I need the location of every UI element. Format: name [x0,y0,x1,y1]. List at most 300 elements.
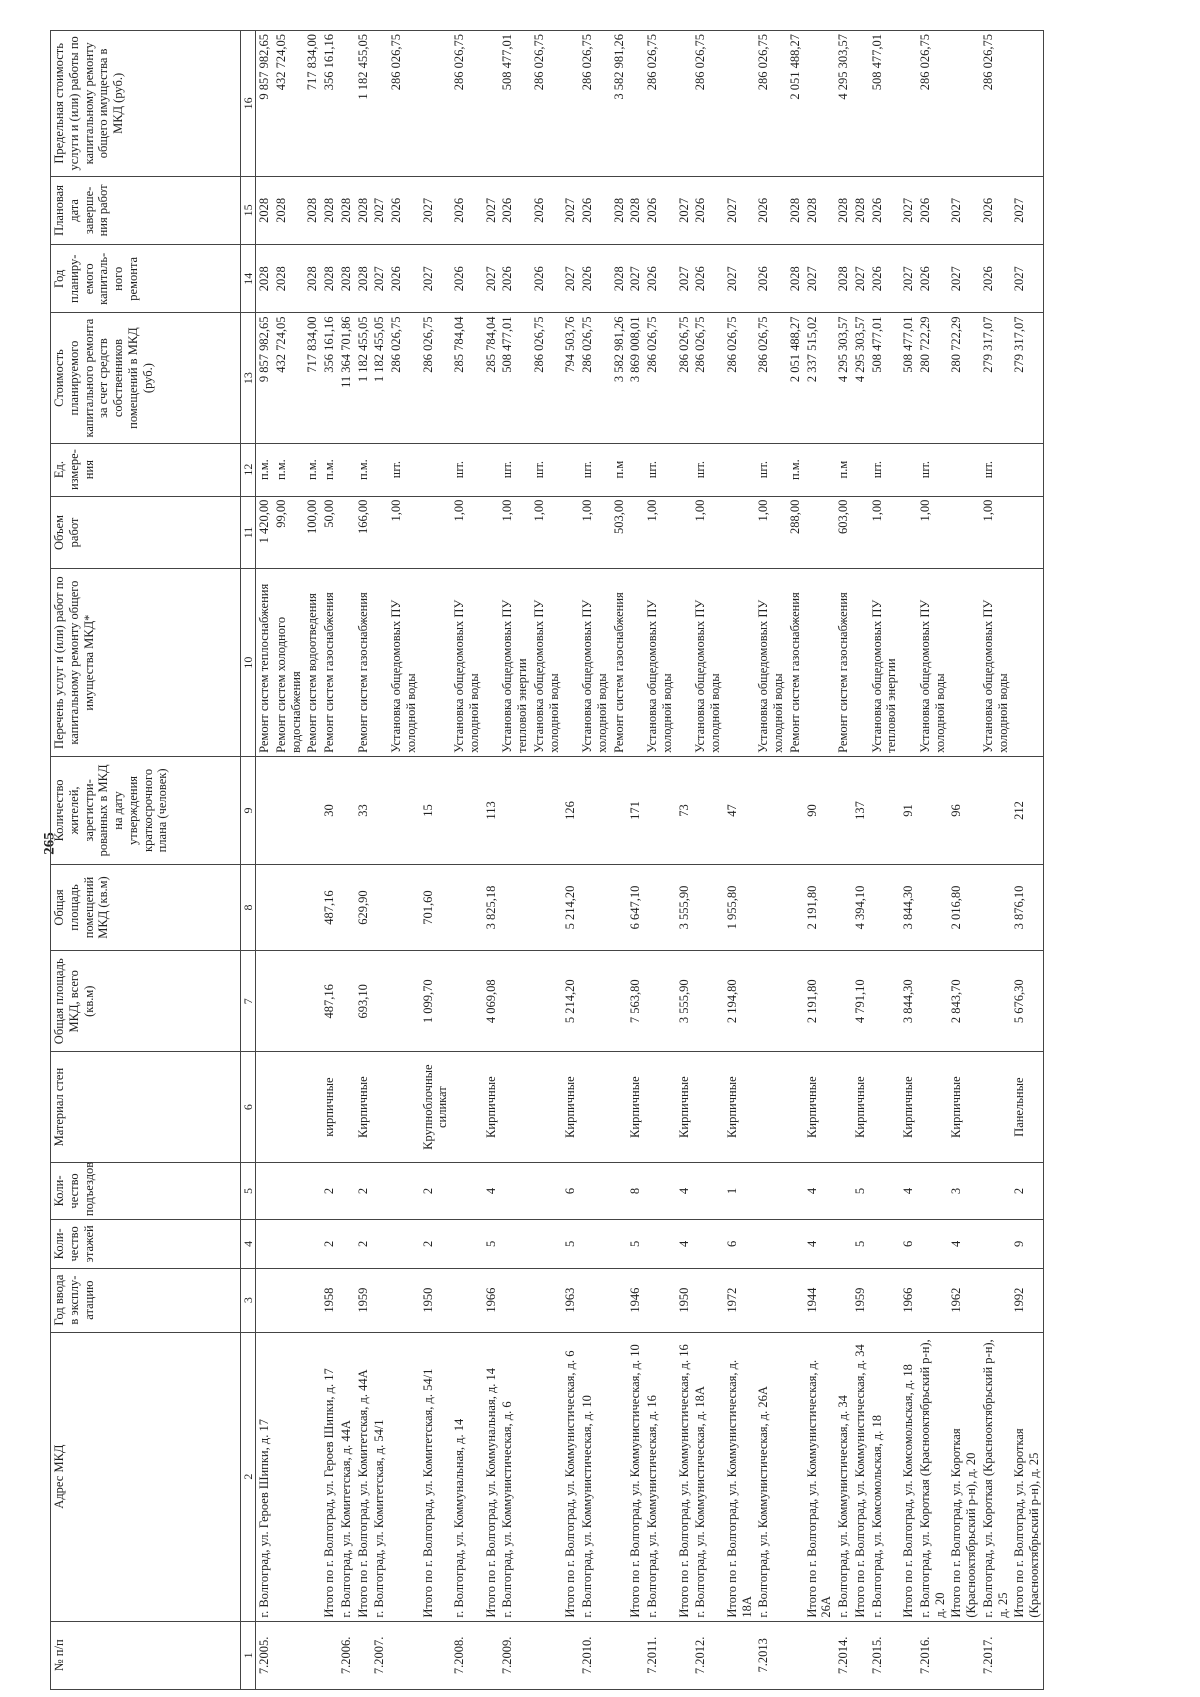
cell-col-3 [531,1268,563,1332]
cell-col-15: 2027 [483,176,500,244]
cell-col-8 [451,864,483,950]
cell-col-15: 2028 [804,176,836,244]
cell-col-6: Панельные [1011,1052,1043,1162]
cell-col-16: 508 477,01 [869,31,901,177]
cell-col-10: Установка общедомовых ПУ холодной воды [388,569,420,757]
column-number-15: 15 [241,176,256,244]
cell-col-14: 2026 [531,245,563,313]
cell-col-16 [338,31,355,177]
cell-col-12 [900,443,917,496]
cell-col-2: Итого по г. Волгоград, ул. Короткая (Краснооктябрьский р-н), д. 20 [948,1332,980,1621]
cell-col-16: 2 051 488,27 [787,31,804,177]
cell-col-11 [627,496,644,569]
cell-col-6: Кирпичные [948,1052,980,1162]
cell-col-16: 1 182 455,05 [355,31,372,177]
cell-col-15: 2028 [304,176,321,244]
cell-col-7: 2 843,70 [948,951,980,1052]
cell-col-9 [531,756,563,864]
cell-col-5 [869,1162,901,1219]
cell-col-15: 2028 [787,176,804,244]
cell-col-10: Ремонт систем водоотведения [304,569,321,757]
cell-col-5: 4 [804,1162,836,1219]
cell-col-14: 2027 [900,245,917,313]
cell-col-7 [787,951,804,1052]
cell-col-13: 11 364 701,86 [338,313,355,443]
column-number-5: 5 [241,1162,256,1219]
cell-col-13: 3 869 008,01 [627,313,644,443]
cell-col-2: Итого по г. Волгоград, ул. Коммунистическая, д. 26А [804,1332,836,1621]
cell-col-13: 286 026,75 [579,313,611,443]
cell-col-11: 166,00 [355,496,372,569]
cell-col-13: 280 722,29 [948,313,980,443]
cell-col-10 [420,569,452,757]
cell-col-4: 5 [562,1220,579,1269]
cell-col-14: 2028 [787,245,804,313]
table-row [338,31,355,1690]
cell-col-10 [371,569,388,757]
cell-col-16 [948,31,980,177]
cell-col-4 [835,1220,852,1269]
cell-col-4: 5 [627,1220,644,1269]
cell-col-16 [371,31,388,177]
cell-col-8 [611,864,628,950]
cell-col-1 [355,1621,372,1689]
cell-col-16: 286 026,75 [917,31,949,177]
cell-col-14: 2026 [980,245,1012,313]
cell-col-8 [869,864,901,950]
cell-col-4 [579,1220,611,1269]
cell-col-10 [338,569,355,757]
cell-col-12 [852,443,869,496]
cell-col-2: г. Волгоград, ул. Короткая (Краснооктябрьский р-н), д. 20 [917,1332,949,1621]
cell-col-8: 3 825,18 [483,864,500,950]
cell-col-7 [451,951,483,1052]
cell-col-9 [579,756,611,864]
cell-col-12: шт. [980,443,1012,496]
cell-col-1: 7.2006. [338,1621,355,1689]
column-number-13: 13 [241,313,256,443]
cell-col-8: 3 555,90 [676,864,693,950]
column-header-8: Общая площадь помещений МКД (кв.м) [51,864,241,950]
cell-col-16: 9 857 982,65 [256,31,273,177]
cell-col-10: Ремонт систем газоснабжения [787,569,804,757]
cell-col-15: 2027 [371,176,388,244]
column-number-3: 3 [241,1268,256,1332]
cell-col-11: 1,00 [755,496,787,569]
cell-col-7 [499,951,531,1052]
cell-col-5 [917,1162,949,1219]
cell-col-15: 2026 [388,176,420,244]
cell-col-15: 2026 [869,176,901,244]
cell-col-5: 4 [483,1162,500,1219]
cell-col-16 [676,31,693,177]
cell-col-14: 2027 [483,245,500,313]
table-row [917,31,949,1690]
cell-col-9 [692,756,724,864]
cell-col-15: 2026 [644,176,676,244]
cell-col-15: 2026 [980,176,1012,244]
cell-col-1 [273,1621,305,1689]
cell-col-2 [388,1332,420,1621]
column-header-5: Коли-чество подъездов [51,1162,241,1219]
cell-col-15: 2027 [1011,176,1043,244]
cell-col-10: Ремонт систем газоснабжения [611,569,628,757]
cell-col-11: 1,00 [451,496,483,569]
cell-col-1 [483,1621,500,1689]
table-row [676,31,693,1690]
cell-col-13: 508 477,01 [869,313,901,443]
cell-col-14: 2027 [804,245,836,313]
cell-col-15: 2028 [852,176,869,244]
column-header-6: Материал стен [51,1052,241,1162]
cell-col-12: п.м. [355,443,372,496]
column-number-10: 10 [241,569,256,757]
cell-col-3: 1963 [562,1268,579,1332]
cell-col-14: 2027 [676,245,693,313]
cell-col-6: Кирпичные [724,1052,756,1162]
cell-col-8 [644,864,676,950]
cell-col-5 [611,1162,628,1219]
cell-col-9 [388,756,420,864]
cell-col-12: п.м [611,443,628,496]
cell-col-15: 2028 [321,176,338,244]
cell-col-3: 1962 [948,1268,980,1332]
cell-col-1 [611,1621,628,1689]
cell-col-16 [562,31,579,177]
cell-col-1 [804,1621,836,1689]
cell-col-5: 3 [948,1162,980,1219]
cell-col-7: 2 194,80 [724,951,756,1052]
cell-col-12: шт. [451,443,483,496]
cell-col-5: 2 [420,1162,452,1219]
cell-col-11: 1,00 [644,496,676,569]
cell-col-8: 4 394,10 [852,864,869,950]
cell-col-14: 2027 [627,245,644,313]
table-row [483,31,500,1690]
cell-col-9: 30 [321,756,338,864]
cell-col-9 [835,756,852,864]
cell-col-2: г. Волгоград, ул. Коммунистическая, д. 18А [692,1332,724,1621]
cell-col-6 [644,1052,676,1162]
cell-col-4 [692,1220,724,1269]
cell-col-7: 7 563,80 [627,951,644,1052]
table-row [692,31,724,1690]
cell-col-12 [371,443,388,496]
cell-col-1 [900,1621,917,1689]
cell-col-2: Итого по г. Волгоград, ул. Коммунистическая, д. 10 [627,1332,644,1621]
cell-col-15: 2027 [562,176,579,244]
cell-col-1: 7.2008. [451,1621,483,1689]
cell-col-7 [917,951,949,1052]
cell-col-11 [948,496,980,569]
cell-col-4 [371,1220,388,1269]
cell-col-1 [852,1621,869,1689]
cell-col-8 [755,864,787,950]
cell-col-6 [755,1052,787,1162]
table-row [627,31,644,1690]
cell-col-10: Ремонт систем теплоснабжения [256,569,273,757]
column-header-13: Стоимость планируемого капитального ремонта за счет средств собственников помещений в МКД (руб.) [51,313,241,443]
cell-col-10 [483,569,500,757]
cell-col-9 [611,756,628,864]
cell-col-5: 8 [627,1162,644,1219]
cell-col-12 [420,443,452,496]
cell-col-5 [835,1162,852,1219]
cell-col-3 [755,1268,787,1332]
column-number-6: 6 [241,1052,256,1162]
cell-col-5 [755,1162,787,1219]
cell-col-11: 503,00 [611,496,628,569]
cell-col-3 [338,1268,355,1332]
cell-col-7: 4 069,08 [483,951,500,1052]
cell-col-10 [1011,569,1043,757]
cell-col-7 [256,951,273,1052]
cell-col-8 [531,864,563,950]
cell-col-10: Ремонт систем газоснабжения [835,569,852,757]
cell-col-1: 7.2016. [917,1621,949,1689]
cell-col-14: 2026 [451,245,483,313]
cell-col-16: 286 026,75 [980,31,1012,177]
cell-col-7: 4 791,10 [852,951,869,1052]
cell-col-1: 7.2007. [371,1621,388,1689]
table-body [256,31,1044,1690]
cell-col-2: Итого по г. Волгоград, ул. Коммунистическая, д. 18А [724,1332,756,1621]
cell-col-13: 1 182 455,05 [355,313,372,443]
cell-col-15: 2027 [948,176,980,244]
cell-col-16 [483,31,500,177]
cell-col-4: 2 [420,1220,452,1269]
cell-col-2: Итого по г. Волгоград, ул. Комитетская, д. 44А [355,1332,372,1621]
cell-col-10 [852,569,869,757]
cell-col-11 [852,496,869,569]
cell-col-3: 1966 [900,1268,917,1332]
cell-col-11 [338,496,355,569]
cell-col-4 [787,1220,804,1269]
cell-col-6 [579,1052,611,1162]
cell-col-1 [321,1621,338,1689]
cell-col-9 [980,756,1012,864]
cell-col-13: 2 337 515,02 [804,313,836,443]
cell-col-4 [644,1220,676,1269]
cell-col-1 [724,1621,756,1689]
cell-col-14: 2026 [644,245,676,313]
cell-col-6: Кирпичные [676,1052,693,1162]
table-row [787,31,804,1690]
cell-col-4: 4 [676,1220,693,1269]
table-row [579,31,611,1690]
cell-col-12: шт. [692,443,724,496]
cell-col-11 [420,496,452,569]
cell-col-14: 2028 [321,245,338,313]
table-row [273,31,305,1690]
cell-col-16 [804,31,836,177]
cell-col-4 [256,1220,273,1269]
cell-col-6 [371,1052,388,1162]
cell-col-7 [611,951,628,1052]
cell-col-1 [531,1621,563,1689]
cell-col-8 [787,864,804,950]
cell-col-3: 1966 [483,1268,500,1332]
cell-col-3 [980,1268,1012,1332]
cell-col-11: 1,00 [531,496,563,569]
cell-col-13: 286 026,75 [388,313,420,443]
cell-col-14: 2028 [611,245,628,313]
column-header-3: Год ввода в эксплу-атацию [51,1268,241,1332]
cell-col-9 [256,756,273,864]
cell-col-16: 286 026,75 [388,31,420,177]
cell-col-14: 2028 [304,245,321,313]
table-row [804,31,836,1690]
cell-col-10: Ремонт систем газоснабжения [355,569,372,757]
cell-col-2 [787,1332,804,1621]
cell-col-11 [371,496,388,569]
cell-col-9: 73 [676,756,693,864]
table-row [451,31,483,1690]
cell-col-4: 2 [321,1220,338,1269]
column-number-9: 9 [241,756,256,864]
cell-col-8 [499,864,531,950]
cell-col-3 [451,1268,483,1332]
cell-col-9 [869,756,901,864]
rotated-sheet [50,0,1190,1690]
cell-col-11: 50,00 [321,496,338,569]
cell-col-2: г. Волгоград, ул. Комитетская, д. 54/1 [371,1332,388,1621]
table-row [371,31,388,1690]
cell-col-7 [388,951,420,1052]
cell-col-10 [900,569,917,757]
cell-col-6 [980,1052,1012,1162]
cell-col-4: 4 [804,1220,836,1269]
cell-col-9 [273,756,305,864]
cell-col-5 [388,1162,420,1219]
cell-col-2: Итого по г. Волгоград, ул. Короткая (Краснооктябрьский р-н), д. 25 [1011,1332,1043,1621]
table-row [644,31,676,1690]
cell-col-6 [869,1052,901,1162]
cell-col-5: 6 [562,1162,579,1219]
cell-col-11: 100,00 [304,496,321,569]
cell-col-12: шт. [644,443,676,496]
cell-col-12: п.м. [321,443,338,496]
cell-col-6 [451,1052,483,1162]
table-row [980,31,1012,1690]
cell-col-4 [338,1220,355,1269]
cell-col-12: шт. [388,443,420,496]
cell-col-6 [338,1052,355,1162]
column-header-2: Адрес МКД [51,1332,241,1621]
column-number-12: 12 [241,443,256,496]
cell-col-11 [562,496,579,569]
cell-col-10: Установка общедомовых ПУ холодной воды [692,569,724,757]
table-row [948,31,980,1690]
cell-col-11 [1011,496,1043,569]
cell-col-3: 1959 [355,1268,372,1332]
cell-col-13: 285 784,04 [483,313,500,443]
cell-col-15: 2026 [499,176,531,244]
cell-col-4: 4 [948,1220,980,1269]
table-row [355,31,372,1690]
cell-col-13: 794 503,76 [562,313,579,443]
cell-col-8: 2 191,80 [804,864,836,950]
cell-col-13: 286 026,75 [420,313,452,443]
cell-col-3: 1992 [1011,1268,1043,1332]
cell-col-4 [531,1220,563,1269]
column-header-11: Объем работ [51,496,241,569]
cell-col-3 [256,1268,273,1332]
cell-col-5: 2 [355,1162,372,1219]
page-number: 265 [41,832,58,855]
cell-col-13: 508 477,01 [900,313,917,443]
cell-col-7 [304,951,321,1052]
cell-col-8 [388,864,420,950]
cell-col-6: Кирпичные [900,1052,917,1162]
cell-col-16 [724,31,756,177]
cell-col-1: 7.2012. [692,1621,724,1689]
cell-col-15: 2026 [755,176,787,244]
cell-col-8: 1 955,80 [724,864,756,950]
cell-col-6: кирпичные [321,1052,338,1162]
column-number-1: 1 [241,1621,256,1689]
cell-col-3 [499,1268,531,1332]
cell-col-8: 487,16 [321,864,338,950]
cell-col-9: 47 [724,756,756,864]
cell-col-2: г. Волгоград, ул. Комитетская, д. 44А [338,1332,355,1621]
cell-col-7: 3 844,30 [900,951,917,1052]
cell-col-13: 717 834,00 [304,313,321,443]
cell-col-2 [273,1332,305,1621]
cell-col-2: Итого по г. Волгоград, ул. Комсомольская, д. 18 [900,1332,917,1621]
column-header-14: Год планиру-емого капиталь-ного ремонта [51,245,241,313]
cell-col-11 [804,496,836,569]
cell-col-8 [338,864,355,950]
cell-col-1 [562,1621,579,1689]
cell-col-3: 1944 [804,1268,836,1332]
cell-col-7 [579,951,611,1052]
cell-col-9: 126 [562,756,579,864]
cell-col-13: 4 295 303,57 [852,313,869,443]
cell-col-3 [371,1268,388,1332]
cell-col-12 [483,443,500,496]
cell-col-7: 487,16 [321,951,338,1052]
cell-col-10: Установка общедомовых ПУ холодной воды [451,569,483,757]
cell-col-16 [1011,31,1043,177]
column-number-14: 14 [241,245,256,313]
cell-col-4 [451,1220,483,1269]
cell-col-2: г. Волгоград, ул. Коммунистическая, д. 10 [579,1332,611,1621]
cell-col-14: 2027 [371,245,388,313]
cell-col-6: Кирпичные [627,1052,644,1162]
cell-col-15: 2026 [917,176,949,244]
cell-col-14: 2026 [388,245,420,313]
cell-col-2 [304,1332,321,1621]
column-number-8: 8 [241,864,256,950]
cell-col-16: 286 026,75 [579,31,611,177]
cell-col-16 [900,31,917,177]
cell-col-2: Итого по г. Волгоград, ул. Коммунистическая, д. 6 [562,1332,579,1621]
cell-col-8 [371,864,388,950]
cell-col-10: Установка общедомовых ПУ холодной воды [579,569,611,757]
cell-col-11 [676,496,693,569]
cell-col-9: 113 [483,756,500,864]
cell-col-6 [692,1052,724,1162]
cell-col-8 [256,864,273,950]
cell-col-3 [869,1268,901,1332]
cell-col-3: 1950 [420,1268,452,1332]
cell-col-13: 2 051 488,27 [787,313,804,443]
cell-col-13: 286 026,75 [755,313,787,443]
cell-col-15: 2028 [273,176,305,244]
table-row [724,31,756,1690]
cell-col-12: шт. [917,443,949,496]
